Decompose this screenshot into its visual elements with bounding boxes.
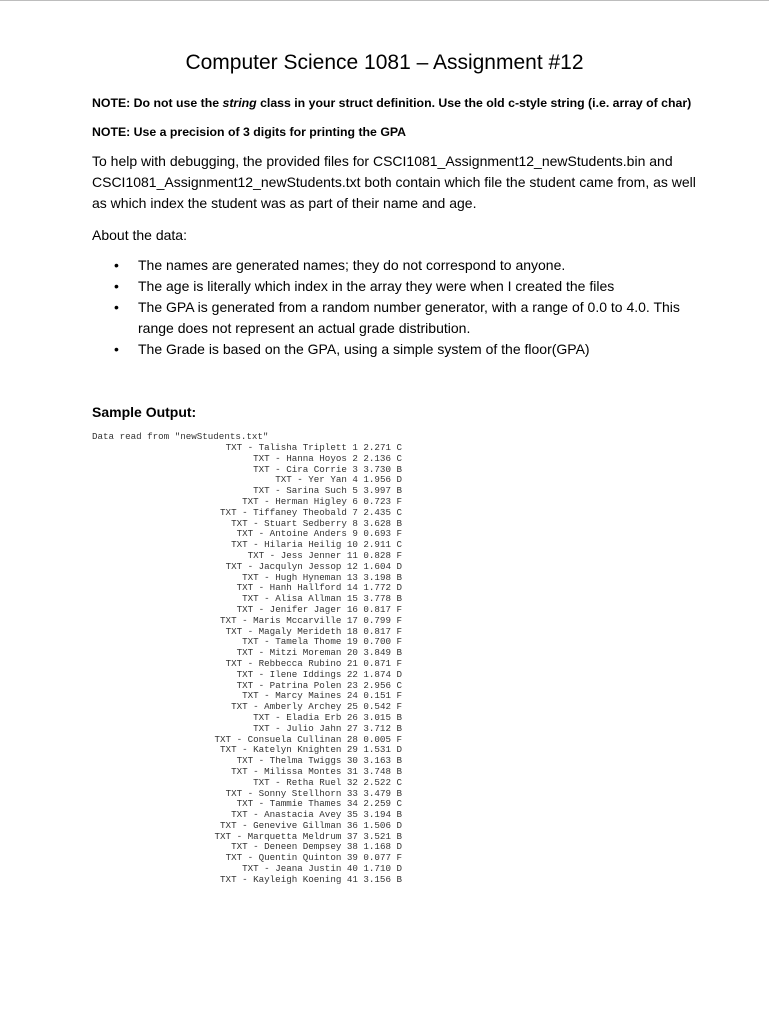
bullet-dot-icon: • (114, 341, 119, 357)
bullet-text: The Grade is based on the GPA, using a simple system of the floor(GPA) (138, 341, 590, 357)
output-row: TXT - Ilene Iddings 22 1.874 D (236, 668, 402, 680)
output-row: TXT - Amberly Archey 25 0.542 F (231, 701, 402, 713)
bullet-dot-icon: • (114, 299, 119, 315)
output-row: TXT - Antoine Anders 9 0.693 F (236, 528, 402, 540)
output-row: TXT - Tiffaney Theobald 7 2.435 C (220, 506, 402, 518)
bullet-item (92, 297, 712, 339)
output-row: TXT - Marcy Maines 24 0.151 F (242, 690, 402, 702)
output-row: TXT - Jenifer Jager 16 0.817 F (236, 603, 402, 615)
output-row: TXT - Yer Yan 4 1.956 D (275, 474, 402, 486)
output-row: TXT - Rebbecca Rubino 21 0.871 F (225, 657, 402, 669)
output-row: TXT - Alisa Allman 15 3.778 B (242, 593, 402, 605)
output-row: TXT - Genevive Gillman 36 1.506 D (220, 819, 402, 831)
output-row: TXT - Herman Higley 6 0.723 F (242, 495, 402, 507)
output-row: TXT - Hilaria Heilig 10 2.911 C (231, 539, 402, 551)
output-row: TXT - Consuela Cullinan 28 0.005 F (214, 733, 402, 745)
output-row: TXT - Katelyn Knighten 29 1.531 D (220, 744, 402, 756)
output-row: TXT - Magaly Merideth 18 0.817 F (225, 625, 402, 637)
output-row: TXT - Retha Ruel 32 2.522 C (253, 776, 402, 788)
intro-paragraph: To help with debugging, the provided files for CSCI1081_Assignment12_newStudents.bin and CSCI1081_Assignment12_newStudents.txt both contain which file the student came from, as well as which index the student was as part of their name and age. (92, 153, 696, 211)
output-row: TXT - Cira Corrie 3 3.730 B (253, 463, 402, 475)
output-row: TXT - Eladia Erb 26 3.015 B (253, 711, 402, 723)
output-row: TXT - Jeana Justin 40 1.710 D (242, 863, 402, 875)
note-string-suffix: class in your struct definition. Use the old c-style string (i.e. array of char) (256, 96, 692, 110)
bullet-item (92, 276, 712, 297)
sample-output-heading: Sample Output: (92, 404, 197, 420)
bullet-item (92, 339, 712, 360)
output-row: TXT - Sonny Stellhorn 33 3.479 B (225, 787, 402, 799)
output-row: TXT - Marquetta Meldrum 37 3.521 B (214, 830, 402, 842)
bullet-dot-icon: • (114, 257, 119, 273)
about-bullet-list (92, 255, 712, 360)
output-row: TXT - Maris Mccarville 17 0.799 F (220, 614, 402, 626)
sample-output-console (92, 431, 402, 885)
top-border (0, 0, 769, 1)
output-row: TXT - Anastacia Avey 35 3.194 B (231, 809, 402, 821)
output-row: TXT - Milissa Montes 31 3.748 B (231, 765, 402, 777)
output-row: TXT - Quentin Quinton 39 0.077 F (225, 852, 402, 864)
output-row: TXT - Thelma Twiggs 30 3.163 B (236, 755, 402, 767)
about-heading: About the data: (92, 227, 187, 243)
output-row: TXT - Hanh Hallford 14 1.772 D (236, 582, 402, 594)
output-row: TXT - Talisha Triplett 1 2.271 C (225, 442, 402, 453)
output-row: TXT - Hanna Hoyos 2 2.136 C (253, 452, 402, 464)
bullet-text: The names are generated names; they do not correspond to anyone. (138, 257, 566, 273)
output-row: TXT - Patrina Polen 23 2.956 C (236, 679, 402, 691)
page-title: Computer Science 1081 – Assignment #12 (185, 51, 584, 74)
bullet-text: The age is literally which index in the array they were when I created the files (138, 278, 615, 294)
output-row: TXT - Stuart Sedberry 8 3.628 B (231, 517, 402, 529)
output-row: TXT - Tamela Thome 19 0.700 F (242, 636, 402, 648)
note-string-prefix: NOTE: Do not use the (92, 96, 223, 110)
output-row: TXT - Jacqulyn Jessop 12 1.604 D (225, 560, 402, 572)
bullet-item (92, 255, 712, 276)
output-row: TXT - Jess Jenner 11 0.828 F (247, 549, 402, 561)
note-string-emphasis: string (222, 96, 257, 110)
output-row: TXT - Hugh Hyneman 13 3.198 B (242, 571, 402, 583)
output-row: TXT - Deneen Dempsey 38 1.168 D (231, 841, 402, 853)
output-row: TXT - Sarina Such 5 3.997 B (253, 485, 402, 497)
output-row: TXT - Mitzi Moreman 20 3.849 B (236, 647, 402, 659)
bullet-text: The GPA is generated from a random number generator, with a range of 0.0 to 4.0. This range does not represent an actual grade distribution. (138, 299, 680, 336)
console-rows (92, 443, 402, 886)
note-gpa-precision: NOTE: Use a precision of 3 digits for printing the GPA (92, 125, 407, 139)
output-row: TXT - Julio Jahn 27 3.712 B (253, 722, 402, 734)
output-row: TXT - Tammie Thames 34 2.259 C (236, 798, 402, 810)
output-row: TXT - Kayleigh Koening 41 3.156 B (220, 873, 402, 885)
note-string-class (92, 95, 691, 111)
console-header-line: Data read from "newStudents.txt" (92, 431, 269, 442)
bullet-dot-icon: • (114, 278, 119, 294)
